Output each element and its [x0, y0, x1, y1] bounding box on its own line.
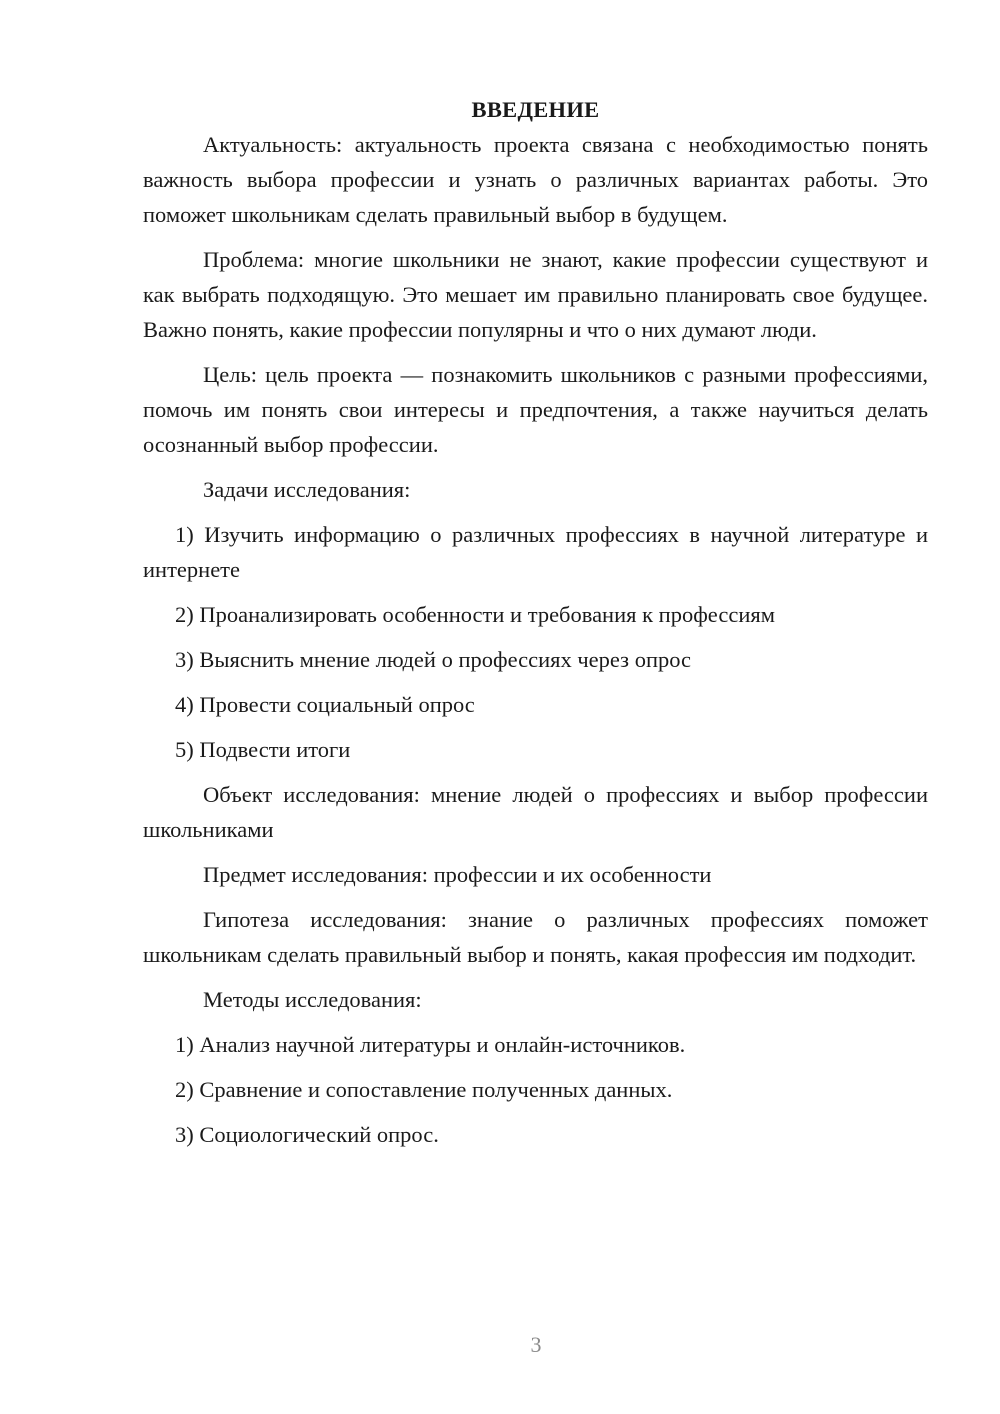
- methods-label: Методы исследования:: [203, 987, 422, 1012]
- relevance-paragraph: Актуальность: актуальность проекта связана с необходимостью понять важность выбора профессии и узнать о различных вариантах работы. Это поможет школьникам сделать правильный выбор в будущем.: [143, 132, 928, 227]
- section-heading: ВВЕДЕНИЕ: [471, 97, 600, 122]
- task-item-4: 4) Провести социальный опрос: [175, 692, 475, 717]
- method-item-2: 2) Сравнение и сопоставление полученных данных.: [175, 1077, 673, 1102]
- method-item-3: 3) Социологический опрос.: [175, 1122, 439, 1147]
- object-paragraph: Объект исследования: мнение людей о профессиях и выбор профессии школьниками: [143, 782, 928, 842]
- task-item-5: 5) Подвести итоги: [175, 737, 351, 762]
- subject-paragraph: Предмет исследования: профессии и их особенности: [203, 862, 712, 887]
- task-item-1: 1) Изучить информацию о различных профессиях в научной литературе и интернете: [143, 522, 928, 582]
- task-item-2: 2) Проанализировать особенности и требования к профессиям: [175, 602, 775, 627]
- problem-paragraph: Проблема: многие школьники не знают, какие профессии существуют и как выбрать подходящую. Это мешает им правильно планировать свое будущее. Важно понять, какие профессии популярны и что о них думают люди.: [143, 247, 928, 342]
- method-item-1: 1) Анализ научной литературы и онлайн-источников.: [175, 1032, 686, 1057]
- task-item-3: 3) Выяснить мнение людей о профессиях через опрос: [175, 647, 692, 672]
- page-number: 3: [530, 1332, 542, 1357]
- tasks-label: Задачи исследования:: [203, 477, 411, 502]
- goal-paragraph: Цель: цель проекта — познакомить школьников с разными профессиями, помочь им понять свои интересы и предпочтения, а также научиться делать осознанный выбор профессии.: [143, 362, 928, 457]
- page-content: [143, 92, 928, 1162]
- hypothesis-paragraph: Гипотеза исследования: знание о различных профессиях поможет школьникам сделать правильный выбор и понять, какая профессия им подходит.: [143, 907, 928, 967]
